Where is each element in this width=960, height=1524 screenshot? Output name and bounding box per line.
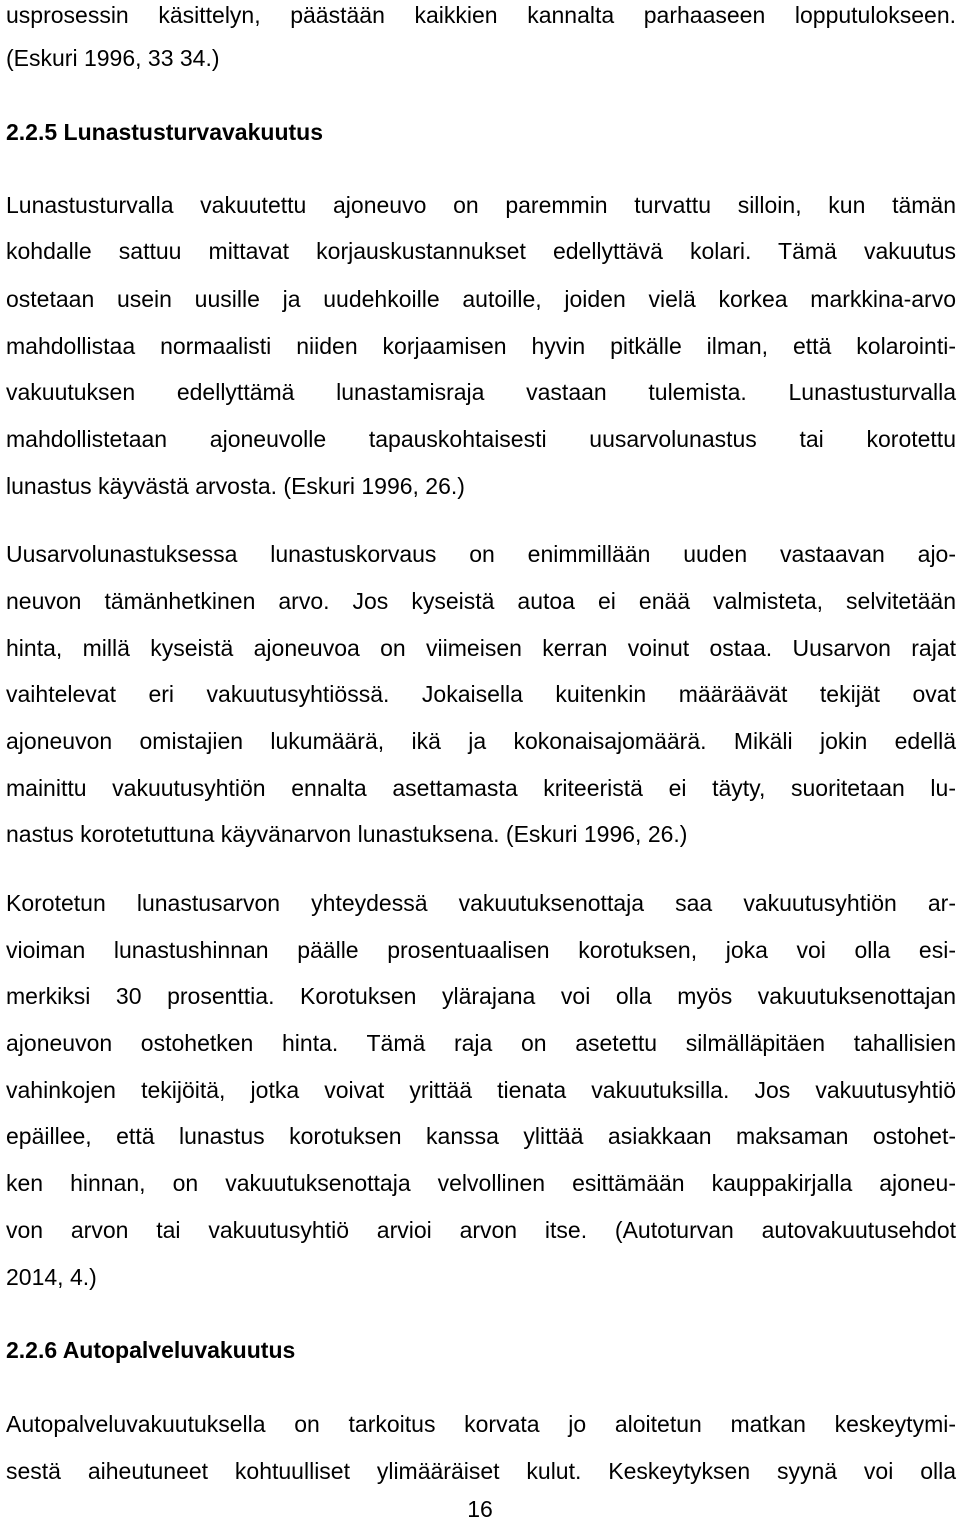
text-line: vahinkojen tekijöitä, jotka voivat yrittää tienata vakuutuksilla. Jos vakuutusyhtiö bbox=[6, 1077, 956, 1103]
text-line: Autopalveluvakuutuksella on tarkoitus korvata jo aloitetun matkan keskeytymi- bbox=[6, 1411, 956, 1437]
text-line: Lunastusturvalla vakuutettu ajoneuvo on paremmin turvattu silloin, kun tämän bbox=[6, 192, 956, 218]
text-line: Uusarvolunastuksessa lunastuskorvaus on enimmillään uuden vastaavan ajo- bbox=[6, 541, 956, 567]
page-number: 16 bbox=[467, 1496, 493, 1522]
text-line: von arvon tai vakuutusyhtiö arvioi arvon itse. (Autoturvan autovakuutusehdot bbox=[6, 1217, 956, 1243]
text-line: mahdollistaa normaalisti niiden korjaamisen hyvin pitkälle ilman, että kolarointi- bbox=[6, 333, 956, 359]
text-line: usprosessin käsittelyn, päästään kaikkien kannalta parhaaseen lopputulokseen. bbox=[6, 2, 956, 28]
text-line: epäillee, että lunastus korotuksen kanssa ylittää asiakkaan maksaman ostohet- bbox=[6, 1123, 956, 1149]
text-line: hinta, millä kyseistä ajoneuvoa on viimeisen kerran voinut ostaa. Uusarvon rajat bbox=[6, 635, 956, 661]
text-line: vaihtelevat eri vakuutusyhtiössä. Jokaisella kuitenkin määräävät tekijät ovat bbox=[6, 681, 956, 707]
section-heading: 2.2.6 Autopalveluvakuutus bbox=[6, 1337, 296, 1363]
text-line: ajoneuvon omistajien lukumäärä, ikä ja kokonaisajomäärä. Mikäli jokin edellä bbox=[6, 728, 956, 754]
text-line: ostetaan usein uusille ja uudehkoille autoille, joiden vielä korkea markkina-arvo bbox=[6, 286, 956, 312]
text-line: vioiman lunastushinnan päälle prosentuaalisen korotuksen, joka voi olla esi- bbox=[6, 937, 956, 963]
text-line: Korotetun lunastusarvon yhteydessä vakuutuksenottaja saa vakuutusyhtiön ar- bbox=[6, 890, 956, 916]
text-line: mahdollistetaan ajoneuvolle tapauskohtaisesti uusarvolunastus tai korotettu bbox=[6, 426, 956, 452]
text-line: mainittu vakuutusyhtiön ennalta asettamasta kriteeristä ei täyty, suoritetaan lu- bbox=[6, 775, 956, 801]
text-line: ajoneuvon ostohetken hinta. Tämä raja on asetettu silmälläpitäen tahallisien bbox=[6, 1030, 956, 1056]
section-heading: 2.2.5 Lunastusturvavakuutus bbox=[6, 119, 323, 145]
text-line: merkiksi 30 prosenttia. Korotuksen ylärajana voi olla myös vakuutuksenottajan bbox=[6, 983, 956, 1009]
text-line: kohdalle sattuu mittavat korjauskustannukset edellyttävä kolari. Tämä vakuutus bbox=[6, 238, 956, 264]
text-line: vakuutuksen edellyttämä lunastamisraja vastaan tulemista. Lunastusturvalla bbox=[6, 379, 956, 405]
text-line: sestä aiheutuneet kohtuulliset ylimääräiset kulut. Keskeytyksen syynä voi olla bbox=[6, 1458, 956, 1484]
text-line: lunastus käyvästä arvosta. (Eskuri 1996, 26.) bbox=[6, 473, 465, 499]
text-line: nastus korotetuttuna käyvänarvon lunastuksena. (Eskuri 1996, 26.) bbox=[6, 821, 688, 847]
text-line: 2014, 4.) bbox=[6, 1264, 97, 1290]
text-line: ken hinnan, on vakuutuksenottaja velvollinen esittämään kauppakirjalla ajoneu- bbox=[6, 1170, 956, 1196]
text-line: neuvon tämänhetkinen arvo. Jos kyseistä autoa ei enää valmisteta, selvitetään bbox=[6, 588, 956, 614]
text-line: (Eskuri 1996, 33 34.) bbox=[6, 45, 220, 71]
